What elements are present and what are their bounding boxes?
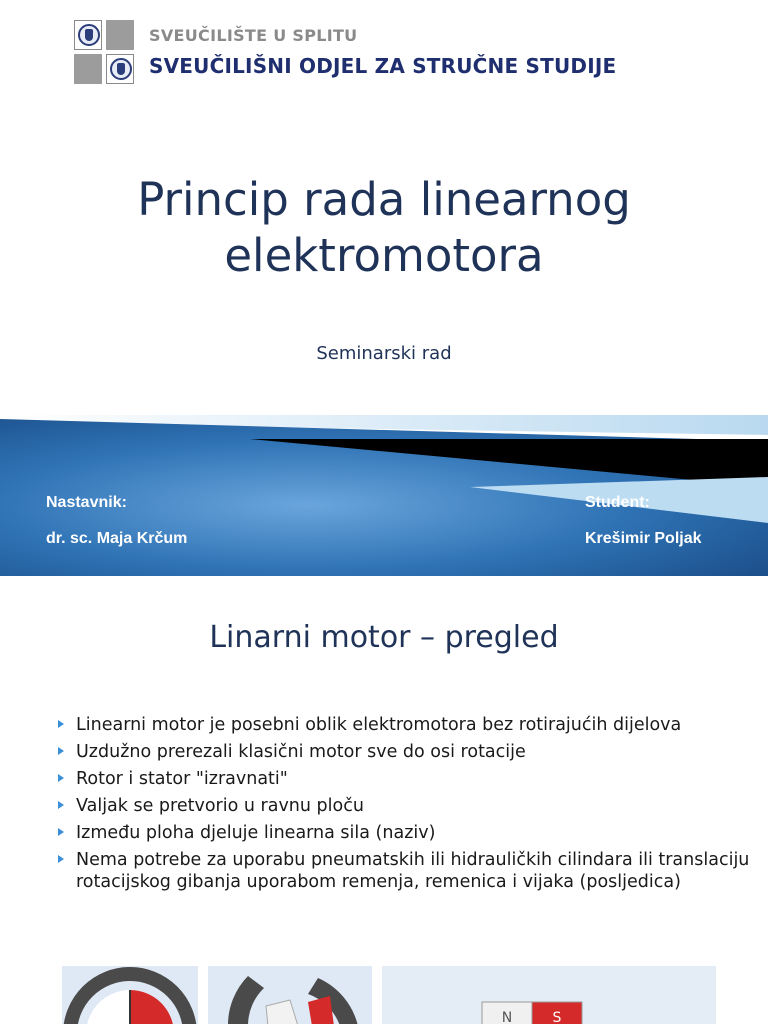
teacher-name: dr. sc. Maja Krčum — [46, 530, 188, 547]
band-graphic — [0, 405, 768, 576]
list-item: Valjak se pretvorio u ravnu ploču — [58, 795, 758, 817]
university-name: SVEUČILIŠTE U SPLITU — [149, 26, 358, 45]
student-label: Student: — [585, 494, 650, 511]
cut-motor-graphic — [208, 966, 372, 1024]
bullet-arrow-icon — [58, 801, 64, 809]
motor-illustrations — [62, 966, 722, 1024]
bullet-arrow-icon — [58, 828, 64, 836]
list-item: Rotor i stator "izravnati" — [58, 768, 758, 790]
decorative-band — [0, 405, 768, 576]
logo-seal-top — [74, 20, 102, 50]
list-item: Između ploha djeluje linearna sila (naziv) — [58, 822, 758, 844]
list-item: Uzdužno prerezali klasični motor sve do osi rotacije — [58, 741, 758, 763]
university-logo — [74, 20, 134, 84]
logo-square-grey — [74, 54, 102, 84]
bullet-arrow-icon — [58, 720, 64, 728]
magnet-graphic — [382, 966, 716, 1024]
subtitle: Seminarski rad — [316, 343, 452, 364]
magnet-label-s: S — [552, 1010, 562, 1024]
list-item: Nema potrebe za uporabu pneumatskih ili hidrauličkih cilindara ili translaciju rotacijskog gibanja uporabom remenja, remenica i vijaka (posljedica) — [58, 849, 758, 893]
bullet-arrow-icon — [58, 747, 64, 755]
teacher-label: Nastavnik: — [46, 494, 127, 511]
title-line-2: elektromotora — [224, 229, 544, 282]
magnet-label-n: N — [501, 1010, 513, 1024]
bullet-list — [58, 714, 758, 898]
department-name: SVEUČILIŠNI ODJEL ZA STRUČNE STUDIJE — [149, 54, 617, 78]
bullet-arrow-icon — [58, 855, 64, 863]
list-item: Linearni motor je posebni oblik elektromotora bez rotirajućih dijelova — [58, 714, 758, 736]
logo-square-grey — [106, 20, 134, 50]
title-line-1: Princip rada linearnog — [137, 173, 631, 226]
rotary-motor-image — [62, 966, 198, 1024]
presentation-title — [0, 172, 768, 284]
cut-motor-image — [208, 966, 372, 1024]
slide-title: Linarni motor – pregled — [209, 620, 559, 655]
student-name: Krešimir Poljak — [585, 530, 702, 547]
overview-slide — [0, 576, 768, 1024]
seal-icon — [110, 58, 132, 80]
rotary-motor-graphic — [62, 966, 198, 1024]
linear-magnet-image — [382, 966, 716, 1024]
bullet-arrow-icon — [58, 774, 64, 782]
logo-seal-bottom — [106, 54, 134, 84]
seal-icon — [78, 24, 100, 46]
